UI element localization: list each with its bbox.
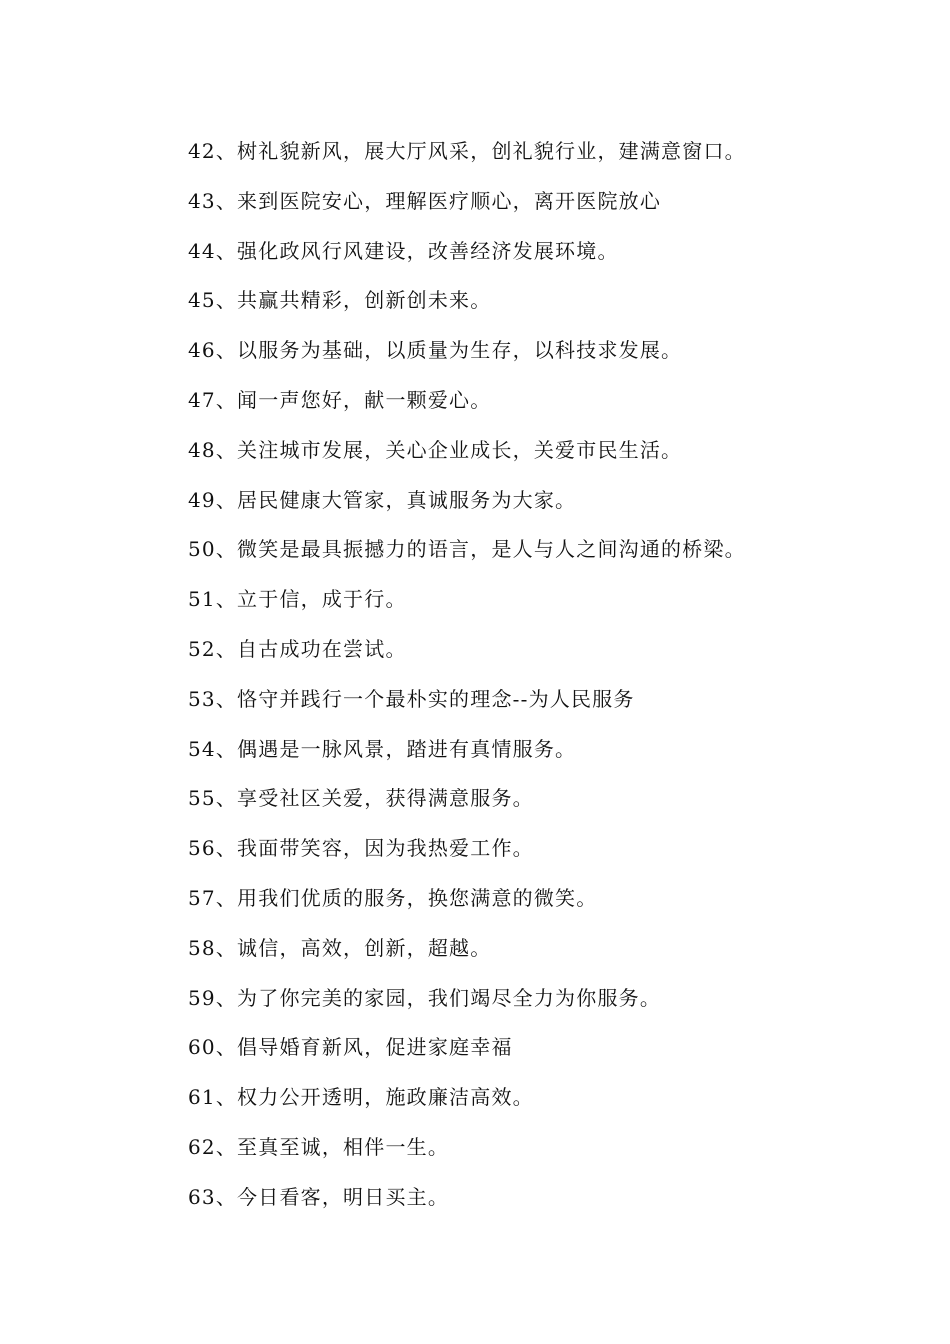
list-item: 62、至真至诚，相伴一生。 [188,1134,450,1159]
slogan-list [188,136,888,1232]
list-item: 51、立于信，成于行。 [188,587,407,612]
list-item: 44、强化政风行风建设，改善经济发展环境。 [188,238,619,263]
list-item: 54、偶遇是一脉风景，踏进有真情服务。 [188,736,577,761]
list-item: 42、树礼貌新风，展大厅风采，创礼貌行业，建满意窗口。 [188,139,746,163]
list-item: 53、恪守并践行一个最朴实的理念--为人民服务 [188,686,635,711]
list-item: 45、共赢共精彩，创新创未来。 [188,288,492,313]
list-item: 63、今日看客，明日买主。 [188,1184,450,1209]
list-item: 46、以服务为基础，以质量为生存，以科技求发展。 [188,338,683,363]
list-item: 47、闻一声您好，献一颗爱心。 [188,387,492,412]
list-item: 48、关注城市发展，关心企业成长，关爱市民生活。 [188,437,683,462]
list-item: 61、权力公开透明，施政廉洁高效。 [188,1085,534,1110]
list-item: 60、倡导婚育新风，促进家庭幸福 [188,1035,513,1060]
list-item: 56、我面带笑容，因为我热爱工作。 [188,836,534,861]
list-item: 57、用我们优质的服务，换您满意的微笑。 [188,885,598,910]
list-item: 43、来到医院安心，理解医疗顺心，离开医院放心 [188,188,662,213]
list-item: 50、微笑是最具振撼力的语言，是人与人之间沟通的桥梁。 [188,537,746,562]
list-item: 52、自古成功在尝试。 [188,636,407,661]
list-item: 58、诚信，高效，创新，超越。 [188,935,492,960]
list-item: 59、为了你完美的家园，我们竭尽全力为你服务。 [188,985,662,1010]
list-item: 49、居民健康大管家，真诚服务为大家。 [188,487,577,512]
list-item: 55、享受社区关爱，获得满意服务。 [188,786,534,811]
